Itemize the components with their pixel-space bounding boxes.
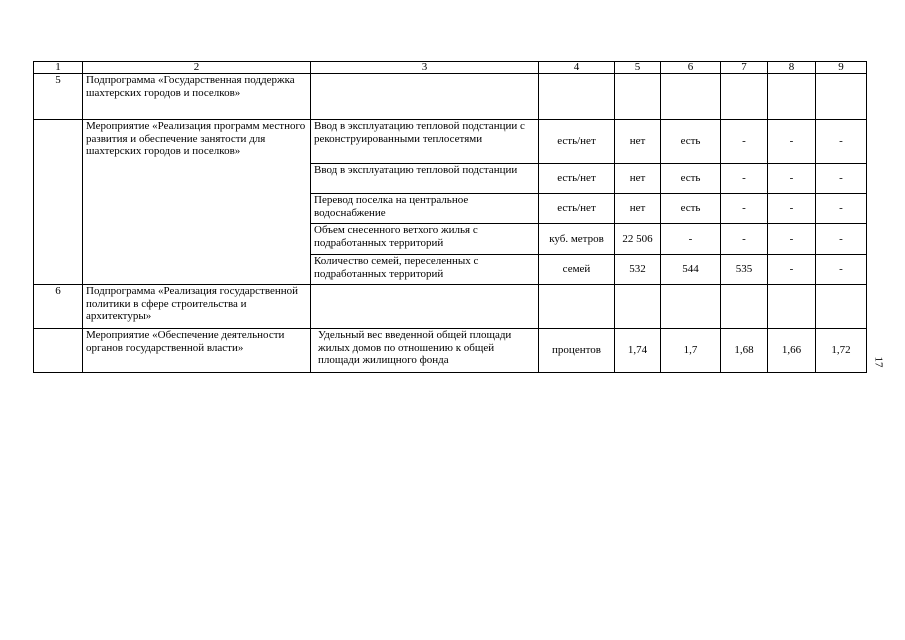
indicator-name: Перевод поселка на центральное водоснабжение: [311, 194, 539, 224]
indicator-value-9: -: [816, 224, 867, 255]
header-row: [34, 62, 867, 74]
indicator-value-9: -: [816, 120, 867, 164]
empty-cell: [768, 74, 816, 120]
header-col-8: 8: [768, 62, 816, 74]
empty-cell: [539, 285, 615, 329]
indicator-unit: есть/нет: [539, 120, 615, 164]
indicator-value-5: 532: [615, 255, 661, 285]
row-number: 5: [34, 74, 83, 120]
empty-cell: [721, 74, 768, 120]
indicator-value-9: 1,72: [816, 329, 867, 373]
empty-cell: [615, 74, 661, 120]
empty-cell: [661, 74, 721, 120]
header-col-2: 2: [83, 62, 311, 74]
empty-cell: [311, 74, 539, 120]
indicator-value-7: -: [721, 120, 768, 164]
empty-number-cell: [34, 120, 83, 285]
indicator-value-5: 1,74: [615, 329, 661, 373]
indicator-value-7: -: [721, 164, 768, 194]
indicator-value-7: 535: [721, 255, 768, 285]
indicator-value-8: -: [768, 164, 816, 194]
indicator-name: Объем снесенного ветхого жилья с подработанных территорий: [311, 224, 539, 255]
indicator-value-9: -: [816, 164, 867, 194]
subprogram-row: [34, 285, 867, 329]
empty-cell: [768, 285, 816, 329]
subprogram-title: Подпрограмма «Реализация государственной политики в сфере строительства и архитектуры»: [83, 285, 311, 329]
empty-cell: [661, 285, 721, 329]
indicator-name: Ввод в эксплуатацию тепловой подстанции с реконструированными теплосетями: [311, 120, 539, 164]
indicator-value-6: есть: [661, 164, 721, 194]
indicator-value-8: -: [768, 194, 816, 224]
header-col-9: 9: [816, 62, 867, 74]
header-col-6: 6: [661, 62, 721, 74]
indicator-value-8: -: [768, 224, 816, 255]
indicators-table: [33, 61, 867, 373]
empty-cell: [539, 74, 615, 120]
indicator-value-8: 1,66: [768, 329, 816, 373]
header-col-5: 5: [615, 62, 661, 74]
indicator-value-7: -: [721, 224, 768, 255]
measure-title: Мероприятие «Реализация программ местного развития и обеспечение занятости для шахтерских городов и поселков»: [83, 120, 311, 285]
header-col-1: 1: [34, 62, 83, 74]
indicator-unit: процентов: [539, 329, 615, 373]
indicator-value-5: нет: [615, 120, 661, 164]
page-number: 17: [872, 356, 885, 368]
empty-cell: [721, 285, 768, 329]
empty-number-cell: [34, 329, 83, 373]
row-number: 6: [34, 285, 83, 329]
indicator-value-5: нет: [615, 194, 661, 224]
indicator-value-8: -: [768, 120, 816, 164]
indicator-value-7: -: [721, 194, 768, 224]
indicator-value-9: -: [816, 194, 867, 224]
empty-cell: [816, 285, 867, 329]
indicator-name: Количество семей, переселенных с подработанных территорий: [311, 255, 539, 285]
indicator-row: [34, 120, 867, 164]
indicator-name: Ввод в эксплуатацию тепловой подстанции: [311, 164, 539, 194]
indicator-value-6: -: [661, 224, 721, 255]
indicator-value-6: есть: [661, 120, 721, 164]
indicator-value-5: нет: [615, 164, 661, 194]
indicator-value-5: 22 506: [615, 224, 661, 255]
indicator-row: [34, 329, 867, 373]
indicator-value-8: -: [768, 255, 816, 285]
indicator-unit: есть/нет: [539, 194, 615, 224]
indicator-value-6: 544: [661, 255, 721, 285]
indicator-value-6: 1,7: [661, 329, 721, 373]
subprogram-row: [34, 74, 867, 120]
indicator-value-6: есть: [661, 194, 721, 224]
indicator-value-7: 1,68: [721, 329, 768, 373]
subprogram-title: Подпрограмма «Государственная поддержка шахтерских городов и поселков»: [83, 74, 311, 120]
header-col-7: 7: [721, 62, 768, 74]
indicator-unit: есть/нет: [539, 164, 615, 194]
indicator-unit: семей: [539, 255, 615, 285]
indicator-name: Удельный вес введенной общей площади жилых домов по отношению к общей площади жилищного фонда: [311, 329, 539, 373]
header-col-3: 3: [311, 62, 539, 74]
empty-cell: [615, 285, 661, 329]
measure-title: Мероприятие «Обеспечение деятельности органов государственной власти»: [83, 329, 311, 373]
empty-cell: [311, 285, 539, 329]
empty-cell: [816, 74, 867, 120]
indicator-unit: куб. метров: [539, 224, 615, 255]
header-col-4: 4: [539, 62, 615, 74]
indicator-value-9: -: [816, 255, 867, 285]
